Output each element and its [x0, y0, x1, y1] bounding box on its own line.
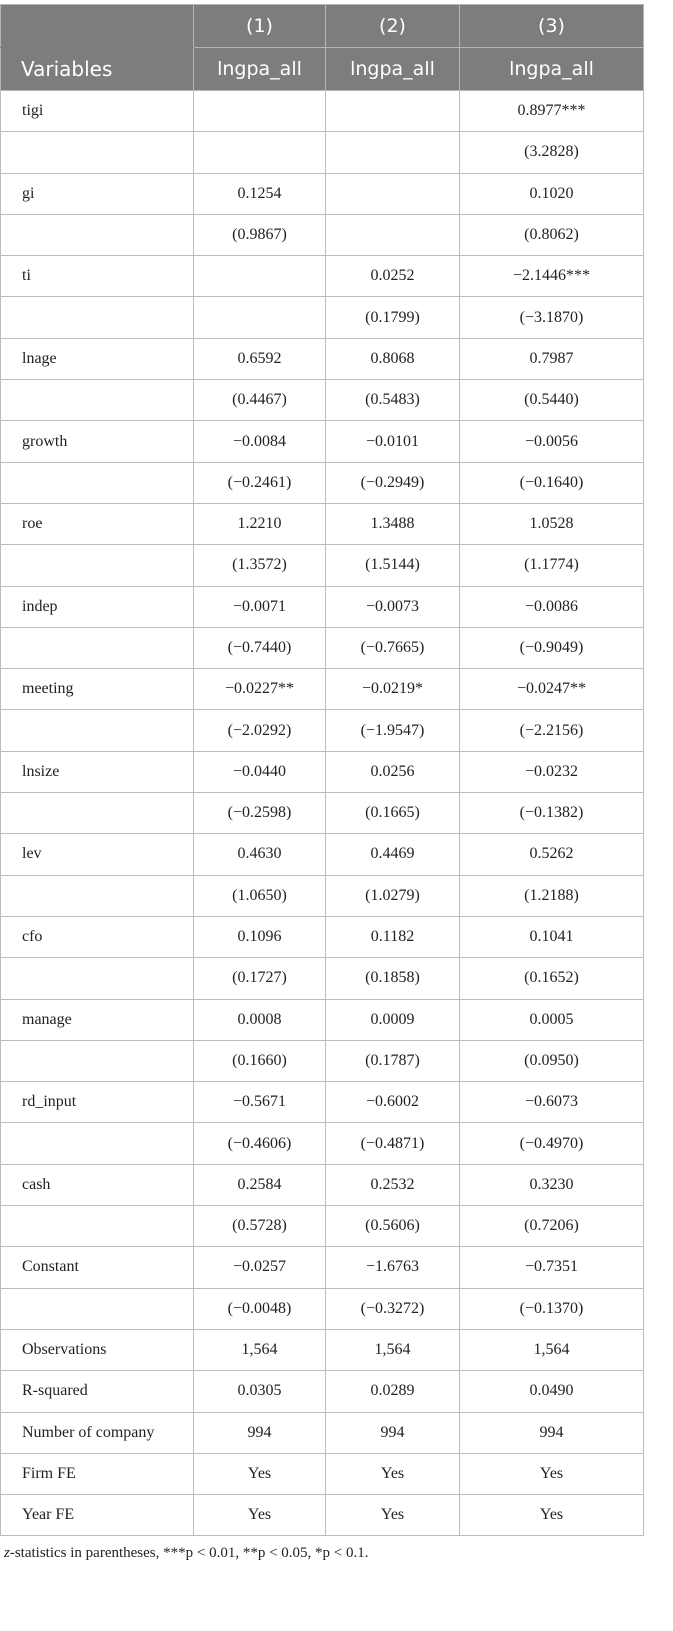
model-1-cell: (1.3572) — [194, 545, 326, 586]
table-row — [1, 669, 644, 710]
model-1-cell: 0.6592 — [194, 338, 326, 379]
model-1-cell: 0.0305 — [194, 1371, 326, 1412]
model-1-cell: (−0.7440) — [194, 627, 326, 668]
row-label — [1, 875, 194, 916]
row-label: Year FE — [1, 1495, 194, 1536]
model-3-cell: −0.0247** — [460, 669, 644, 710]
row-label: R-squared — [1, 1371, 194, 1412]
model-2-cell: (1.0279) — [326, 875, 460, 916]
header-blank-cell — [1, 5, 194, 48]
model-1-cell: 0.1096 — [194, 916, 326, 957]
row-label — [1, 627, 194, 668]
model-2-cell: (0.1665) — [326, 793, 460, 834]
row-label — [1, 958, 194, 999]
row-label: Firm FE — [1, 1453, 194, 1494]
table-row — [1, 545, 644, 586]
model-2-cell: (0.5483) — [326, 380, 460, 421]
model-number-3: (3) — [460, 5, 644, 48]
row-label — [1, 545, 194, 586]
model-2-cell: −0.0073 — [326, 586, 460, 627]
model-3-cell: (−0.9049) — [460, 627, 644, 668]
model-3-cell: 0.0005 — [460, 999, 644, 1040]
model-1-cell: 1.2210 — [194, 503, 326, 544]
model-3-cell: (−2.2156) — [460, 710, 644, 751]
model-2-cell: −0.0101 — [326, 421, 460, 462]
model-2-cell: (0.1787) — [326, 1040, 460, 1081]
model-1-cell: −0.0257 — [194, 1247, 326, 1288]
model-3-cell: (−0.1382) — [460, 793, 644, 834]
model-2-cell: (−0.4871) — [326, 1123, 460, 1164]
row-label: Observations — [1, 1329, 194, 1370]
model-1-cell: 0.1254 — [194, 173, 326, 214]
table-row — [1, 380, 644, 421]
table-row — [1, 1412, 644, 1453]
model-3-cell: Yes — [460, 1453, 644, 1494]
model-3-cell: 0.7987 — [460, 338, 644, 379]
model-3-cell: 0.3230 — [460, 1164, 644, 1205]
table-row — [1, 1040, 644, 1081]
table-row — [1, 256, 644, 297]
model-2-cell: 0.0009 — [326, 999, 460, 1040]
model-3-cell: −0.0056 — [460, 421, 644, 462]
table-row — [1, 958, 644, 999]
model-3-cell: −0.6073 — [460, 1082, 644, 1123]
table-row — [1, 214, 644, 255]
table-row — [1, 421, 644, 462]
table-row — [1, 710, 644, 751]
model-1-cell: (1.0650) — [194, 875, 326, 916]
model-2-cell: 0.8068 — [326, 338, 460, 379]
row-label — [1, 214, 194, 255]
table-header — [1, 5, 644, 91]
model-1-cell: (0.9867) — [194, 214, 326, 255]
row-label: indep — [1, 586, 194, 627]
table-row — [1, 627, 644, 668]
model-1-cell: (−0.2461) — [194, 462, 326, 503]
table-row — [1, 875, 644, 916]
table-row — [1, 1123, 644, 1164]
model-2-cell: 0.0289 — [326, 1371, 460, 1412]
model-1-cell: −0.5671 — [194, 1082, 326, 1123]
model-1-cell: Yes — [194, 1495, 326, 1536]
table-row — [1, 834, 644, 875]
table-body — [1, 91, 644, 1536]
model-1-cell: (0.1727) — [194, 958, 326, 999]
row-label — [1, 297, 194, 338]
model-1-cell: (−2.0292) — [194, 710, 326, 751]
model-3-cell: (0.8062) — [460, 214, 644, 255]
table-row — [1, 1164, 644, 1205]
table-row — [1, 297, 644, 338]
model-number-row — [1, 5, 644, 48]
row-label: roe — [1, 503, 194, 544]
table-row — [1, 793, 644, 834]
model-3-cell: (−0.1370) — [460, 1288, 644, 1329]
table-row — [1, 1453, 644, 1494]
model-1-cell: 0.0008 — [194, 999, 326, 1040]
model-1-cell: (−0.2598) — [194, 793, 326, 834]
table-row — [1, 173, 644, 214]
table-row — [1, 916, 644, 957]
variables-header: Variables — [1, 48, 194, 91]
regression-table-container — [0, 4, 643, 1536]
model-2-cell: −0.0219* — [326, 669, 460, 710]
row-label: gi — [1, 173, 194, 214]
table-row — [1, 462, 644, 503]
model-2-cell: (−0.7665) — [326, 627, 460, 668]
model-3-cell: (0.5440) — [460, 380, 644, 421]
model-1-cell: 1,564 — [194, 1329, 326, 1370]
model-2-cell: (0.1858) — [326, 958, 460, 999]
model-1-cell: (0.1660) — [194, 1040, 326, 1081]
model-2-cell — [326, 173, 460, 214]
model-3-cell: 0.5262 — [460, 834, 644, 875]
table-row — [1, 1329, 644, 1370]
row-label: Constant — [1, 1247, 194, 1288]
row-label: Number of company — [1, 1412, 194, 1453]
row-label: lnage — [1, 338, 194, 379]
dependent-var-3: lngpa_all — [460, 48, 644, 91]
row-label: meeting — [1, 669, 194, 710]
row-label: ti — [1, 256, 194, 297]
model-2-cell: (0.1799) — [326, 297, 460, 338]
model-1-cell: −0.0440 — [194, 751, 326, 792]
table-row — [1, 999, 644, 1040]
model-2-cell: 1,564 — [326, 1329, 460, 1370]
model-2-cell: 0.1182 — [326, 916, 460, 957]
model-1-cell: (0.5728) — [194, 1206, 326, 1247]
row-label: tigi — [1, 91, 194, 132]
table-row — [1, 1288, 644, 1329]
model-3-cell: (0.0950) — [460, 1040, 644, 1081]
table-row — [1, 91, 644, 132]
model-3-cell: (0.1652) — [460, 958, 644, 999]
table-row — [1, 1206, 644, 1247]
model-1-cell: (0.4467) — [194, 380, 326, 421]
row-label: manage — [1, 999, 194, 1040]
table-row — [1, 586, 644, 627]
model-2-cell: (−1.9547) — [326, 710, 460, 751]
table-footnote — [4, 1545, 369, 1562]
model-number-1: (1) — [194, 5, 326, 48]
model-3-cell: 0.8977*** — [460, 91, 644, 132]
model-1-cell: Yes — [194, 1453, 326, 1494]
row-label — [1, 710, 194, 751]
row-label: lnsize — [1, 751, 194, 792]
model-3-cell: −0.0232 — [460, 751, 644, 792]
model-3-cell: 0.1041 — [460, 916, 644, 957]
model-2-cell: (−0.3272) — [326, 1288, 460, 1329]
row-label: cfo — [1, 916, 194, 957]
row-label: growth — [1, 421, 194, 462]
table-row — [1, 1495, 644, 1536]
model-1-cell — [194, 91, 326, 132]
model-3-cell: 1.0528 — [460, 503, 644, 544]
model-2-cell — [326, 214, 460, 255]
dependent-var-1: lngpa_all — [194, 48, 326, 91]
model-1-cell: 994 — [194, 1412, 326, 1453]
model-2-cell: 1.3488 — [326, 503, 460, 544]
row-label — [1, 1123, 194, 1164]
model-1-cell: −0.0227** — [194, 669, 326, 710]
table-row — [1, 132, 644, 173]
model-3-cell: −0.7351 — [460, 1247, 644, 1288]
model-3-cell: (−0.4970) — [460, 1123, 644, 1164]
model-1-cell: 0.4630 — [194, 834, 326, 875]
model-2-cell — [326, 132, 460, 173]
model-1-cell: −0.0084 — [194, 421, 326, 462]
model-3-cell: (1.2188) — [460, 875, 644, 916]
row-label: rd_input — [1, 1082, 194, 1123]
model-3-cell: (1.1774) — [460, 545, 644, 586]
row-label — [1, 793, 194, 834]
model-2-cell: −0.6002 — [326, 1082, 460, 1123]
model-1-cell: (−0.4606) — [194, 1123, 326, 1164]
model-1-cell: 0.2584 — [194, 1164, 326, 1205]
row-label — [1, 1206, 194, 1247]
model-2-cell: Yes — [326, 1453, 460, 1494]
row-label: cash — [1, 1164, 194, 1205]
model-3-cell: −2.1446*** — [460, 256, 644, 297]
table-row — [1, 1082, 644, 1123]
model-3-cell: 1,564 — [460, 1329, 644, 1370]
row-label: lev — [1, 834, 194, 875]
table-row — [1, 1371, 644, 1412]
model-2-cell: 0.4469 — [326, 834, 460, 875]
model-3-cell: 994 — [460, 1412, 644, 1453]
model-3-cell: Yes — [460, 1495, 644, 1536]
model-2-cell: 0.0252 — [326, 256, 460, 297]
model-1-cell — [194, 132, 326, 173]
model-2-cell: 0.0256 — [326, 751, 460, 792]
model-number-2: (2) — [326, 5, 460, 48]
model-2-cell: 0.2532 — [326, 1164, 460, 1205]
model-2-cell: (0.5606) — [326, 1206, 460, 1247]
model-3-cell: 0.1020 — [460, 173, 644, 214]
model-3-cell: (0.7206) — [460, 1206, 644, 1247]
model-3-cell: 0.0490 — [460, 1371, 644, 1412]
model-2-cell: (−0.2949) — [326, 462, 460, 503]
model-1-cell — [194, 297, 326, 338]
model-3-cell: −0.0086 — [460, 586, 644, 627]
row-label — [1, 132, 194, 173]
model-3-cell: (−0.1640) — [460, 462, 644, 503]
model-2-cell: Yes — [326, 1495, 460, 1536]
row-label — [1, 380, 194, 421]
model-1-cell: (−0.0048) — [194, 1288, 326, 1329]
table-row — [1, 338, 644, 379]
model-1-cell — [194, 256, 326, 297]
dependent-var-2: lngpa_all — [326, 48, 460, 91]
regression-table — [0, 4, 644, 1536]
model-3-cell: (3.2828) — [460, 132, 644, 173]
table-row — [1, 503, 644, 544]
table-row — [1, 751, 644, 792]
model-2-cell: −1.6763 — [326, 1247, 460, 1288]
row-label — [1, 1040, 194, 1081]
model-3-cell: (−3.1870) — [460, 297, 644, 338]
row-label — [1, 1288, 194, 1329]
footnote-text: -statistics in parentheses, ***p < 0.01, **p < 0.05, *p < 0.1. — [9, 1545, 369, 1561]
model-1-cell: −0.0071 — [194, 586, 326, 627]
model-2-cell: 994 — [326, 1412, 460, 1453]
model-2-cell: (1.5144) — [326, 545, 460, 586]
footnote-stat-letter: z — [4, 1545, 10, 1561]
row-label — [1, 462, 194, 503]
dependent-variable-row — [1, 48, 644, 91]
model-2-cell — [326, 91, 460, 132]
table-row — [1, 1247, 644, 1288]
